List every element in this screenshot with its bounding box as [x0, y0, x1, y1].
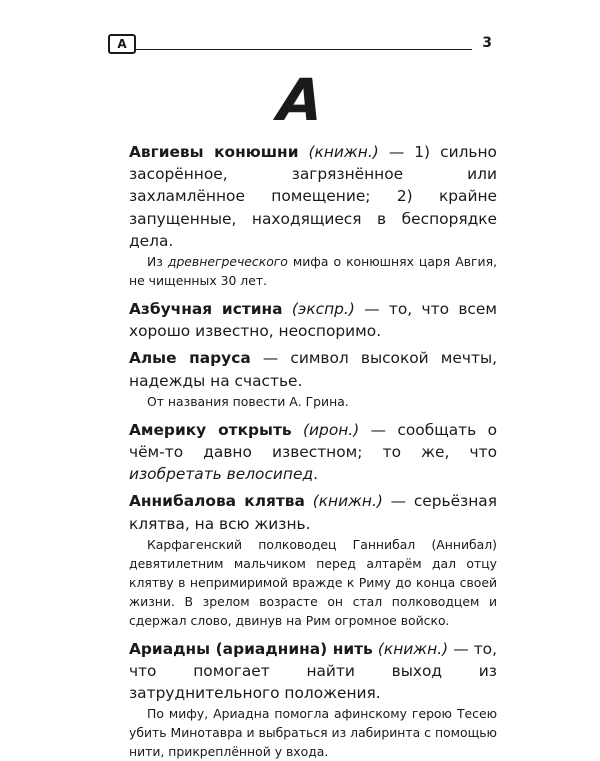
note-italic-text: древнегреческого [167, 254, 288, 270]
entry-ameriku [129, 419, 497, 486]
entry-term: Авгиевы конюшни [129, 143, 299, 161]
section-heading-letter: А [275, 66, 325, 134]
entry-definition: — то, что всем хорошо известно, неоспоримо. [129, 300, 497, 341]
dictionary-entries [129, 141, 497, 761]
entry-definition: — символ высокой мечты, надежды на счастье. [129, 349, 497, 390]
entry-note: По мифу, Ариадна помогла афинскому герою Тесею убить Минотавра и выбраться из лабиринта с помощью нити, прикреплённой у входа. [129, 706, 497, 760]
entry-term: Аннибалова клятва [129, 492, 305, 511]
entry-term: Америку открыть [129, 420, 292, 439]
entry-definition: — 1) сильно засорённое, загрязнённое или захламлённое помещение; 2) крайне запущенные, находящиеся в беспорядке дела. [129, 143, 497, 250]
entry-usage-mark: (ирон.) [303, 420, 360, 439]
entry-note [129, 252, 497, 290]
entry-term: Азбучная истина [129, 300, 283, 319]
section-letter-tab: А [108, 34, 136, 54]
entry-definition: — то, что помогает найти выход из затруднительного положения. [129, 639, 497, 703]
entry-azbuchnaya [129, 298, 497, 342]
entry-ariadny [129, 638, 497, 705]
header-rule [136, 49, 472, 50]
page-number: 3 [482, 35, 492, 51]
entry-usage-mark: (книжн.) [377, 639, 449, 658]
entry-usage-mark: (книжн.) [308, 143, 379, 161]
entry-definition-italic: изобретать велосипед [129, 465, 314, 484]
page-header [108, 34, 500, 54]
entry-annibalova [129, 490, 497, 534]
entry-definition: — серьёзная клятва, на всю жизнь. [129, 492, 497, 533]
entry-term: Алые паруса [129, 349, 251, 368]
entry-definition-end: . [313, 465, 318, 484]
entry-alye-parusa [129, 347, 497, 391]
entry-definition: — сообщать о чём-то давно известном; то же, что [129, 420, 498, 462]
entry-term: Ариадны (ариаднина) нить [129, 639, 373, 658]
entry-note: От названия повести А. Грина. [147, 393, 349, 409]
entry-note: Карфагенский полководец Ганнибал (Аннибал) девятилетним мальчиком перед алтарём дал отцу клятву в непримиримой вражде к Риму до конца своей жизни. В зрелом возрасте он стал полководцем и сдержал слово, двинув на Рим огромное войско. [129, 536, 497, 628]
note-text: Из [147, 254, 168, 270]
entry-usage-mark: (экспр.) [291, 300, 355, 319]
note-text: мифа о конюшнях царя Авгия, не чищенных 30 лет. [129, 254, 498, 289]
entry-usage-mark: (книжн.) [312, 492, 383, 511]
entry-avgievy [129, 141, 497, 252]
